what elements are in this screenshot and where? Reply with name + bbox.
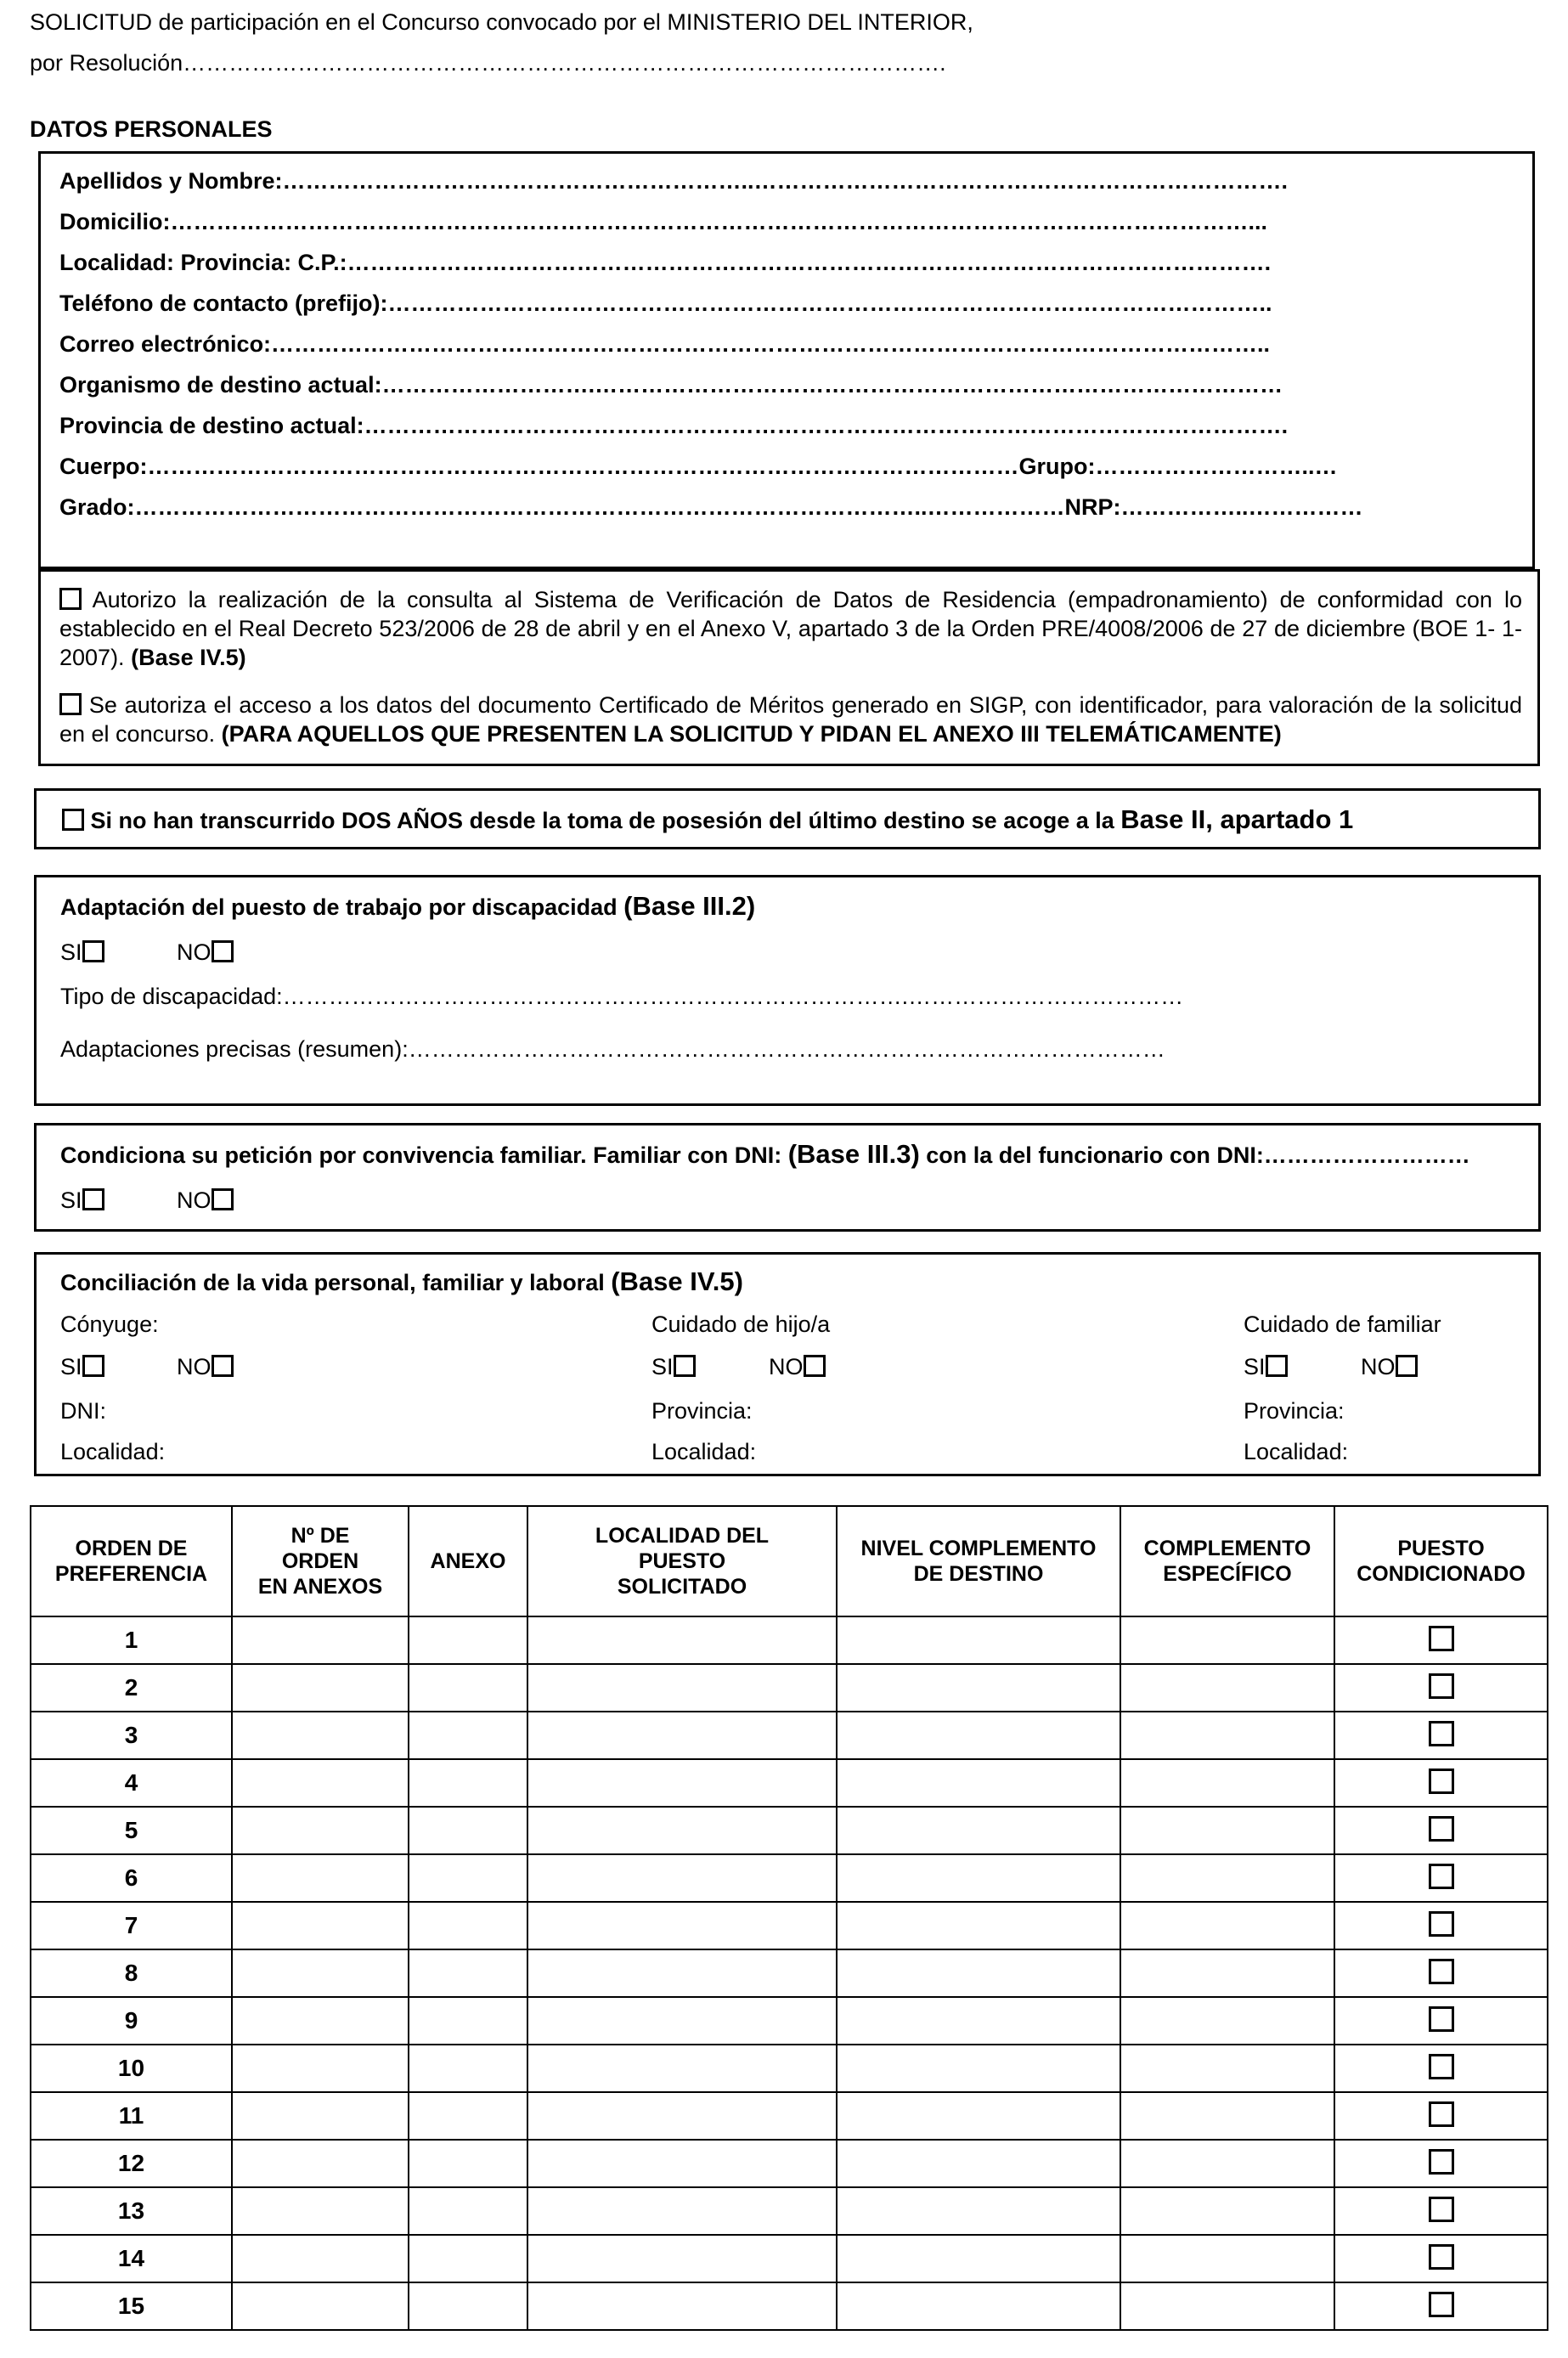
condiciona-box [34, 1123, 1541, 1232]
col-header-line: LOCALIDAD DEL [595, 1524, 770, 1548]
puesto-condicionado-cell[interactable] [1334, 1997, 1548, 2045]
familiar-si [1244, 1353, 1288, 1380]
puesto-condicionado-checkbox[interactable] [1429, 2006, 1454, 2032]
table-cell-nivel-complemento-destino[interactable] [837, 2282, 1120, 2330]
table-row [31, 1902, 1548, 1949]
table-cell-anexo[interactable] [409, 1854, 527, 1902]
table-cell-localidad-puesto[interactable] [527, 1712, 837, 1759]
table-cell-nivel-complemento-destino[interactable] [837, 1759, 1120, 1807]
table-cell-anexo[interactable] [409, 1759, 527, 1807]
datos-personales-box [38, 151, 1535, 569]
col-header-line: PUESTO [638, 1549, 726, 1573]
sigp-paragraph [59, 691, 1522, 748]
table-cell-numero-orden-anexos[interactable] [232, 1807, 409, 1854]
table-cell-complemento-especifico[interactable] [1120, 1997, 1334, 2045]
table-cell-complemento-especifico[interactable] [1120, 2092, 1334, 2140]
row-order-number: 5 [31, 1807, 232, 1854]
table-row [31, 1664, 1548, 1712]
table-cell-localidad-puesto[interactable] [527, 1854, 837, 1902]
table-cell-numero-orden-anexos[interactable] [232, 1712, 409, 1759]
puesto-condicionado-checkbox[interactable] [1429, 2101, 1454, 2127]
row-order-number: 13 [31, 2187, 232, 2235]
table-row [31, 2045, 1548, 2092]
header-line-1: SOLICITUD de participación en el Concurso convocado por el MINISTERIO DEL INTERIOR, [30, 9, 973, 35]
puesto-condicionado-cell[interactable] [1334, 1759, 1548, 1807]
table-cell-complemento-especifico[interactable] [1120, 1664, 1334, 1712]
conciliacion-title [60, 1268, 743, 1296]
tipo-discapacidad-field[interactable]: Tipo de discapacidad:……………………………………………………………………….……………………………… [60, 984, 1184, 1009]
familiar-localidad[interactable]: Localidad: [1244, 1439, 1349, 1464]
conyuge-dni[interactable]: DNI: [60, 1398, 106, 1424]
table-cell-complemento-especifico[interactable] [1120, 2235, 1334, 2282]
field-apellidos[interactable]: Apellidos y Nombre:……………………………………………………..……………………………………………………………. [59, 168, 1289, 194]
puesto-condicionado-checkbox[interactable] [1429, 1911, 1454, 1937]
adaptacion-title-text: Adaptación del puesto de trabajo por discapacidad [60, 894, 618, 920]
table-row [31, 2282, 1548, 2330]
col-header-orden-preferencia [31, 1506, 232, 1616]
field-organismo[interactable]: Organismo de destino actual:……………………….……………………………………………………………………………… [59, 372, 1283, 398]
table-cell-numero-orden-anexos[interactable] [232, 1949, 409, 1997]
hijo-provincia[interactable]: Provincia: [651, 1398, 753, 1424]
familiar-si-checkbox[interactable] [1266, 1355, 1288, 1377]
table-cell-anexo[interactable] [409, 2282, 527, 2330]
puesto-condicionado-checkbox[interactable] [1429, 2149, 1454, 2175]
table-cell-anexo[interactable] [409, 2187, 527, 2235]
sigp-note: (PARA AQUELLOS QUE PRESENTEN LA SOLICITUD Y PIDAN EL ANEXO III TELEMÁTICAMENTE) [221, 721, 1282, 747]
table-cell-numero-orden-anexos[interactable] [232, 2045, 409, 2092]
dos-anos-text: Si no han transcurrido DOS AÑOS desde la toma de posesión del último destino se acoge a la [90, 808, 1114, 833]
row-order-number: 2 [31, 1664, 232, 1712]
hijo-no-checkbox[interactable] [804, 1355, 826, 1377]
table-cell-anexo[interactable] [409, 2092, 527, 2140]
hijo-si [651, 1353, 696, 1380]
table-cell-numero-orden-anexos[interactable] [232, 2187, 409, 2235]
table-cell-nivel-complemento-destino[interactable] [837, 2092, 1120, 2140]
puesto-condicionado-cell[interactable] [1334, 1807, 1548, 1854]
table-cell-anexo[interactable] [409, 1949, 527, 1997]
table-row [31, 1854, 1548, 1902]
adaptacion-si [60, 939, 104, 966]
puesto-condicionado-cell[interactable] [1334, 1712, 1548, 1759]
table-cell-anexo[interactable] [409, 2235, 527, 2282]
table-cell-numero-orden-anexos[interactable] [232, 2282, 409, 2330]
puesto-condicionado-checkbox[interactable] [1429, 2292, 1454, 2317]
conyuge-no-checkbox[interactable] [212, 1355, 234, 1377]
familiar-no-label: NO [1361, 1354, 1396, 1379]
row-order-number: 12 [31, 2140, 232, 2187]
table-row [31, 1997, 1548, 2045]
field-grado-nrp[interactable]: Grado:…………………………………………………………………………………………..………………NRP:……………..…………… [59, 494, 1363, 520]
table-cell-numero-orden-anexos[interactable] [232, 1616, 409, 1664]
puesto-condicionado-cell[interactable] [1334, 1902, 1548, 1949]
col-header-line: SOLICITADO [617, 1575, 747, 1599]
col-header-numero-orden-anexos [232, 1506, 409, 1616]
hijo-head: Cuidado de hijo/a [651, 1312, 831, 1337]
table-cell-nivel-complemento-destino[interactable] [837, 1949, 1120, 1997]
puesto-condicionado-checkbox[interactable] [1429, 1816, 1454, 1842]
table-row [31, 1712, 1548, 1759]
table-cell-anexo[interactable] [409, 2140, 527, 2187]
table-cell-complemento-especifico[interactable] [1120, 1949, 1334, 1997]
col-header-line: ANEXO [430, 1549, 506, 1573]
table-cell-numero-orden-anexos[interactable] [232, 2092, 409, 2140]
table-row [31, 1807, 1548, 1854]
table-row [31, 1759, 1548, 1807]
col-header-line: ESPECÍFICO [1163, 1562, 1292, 1586]
condiciona-si-checkbox[interactable] [82, 1188, 104, 1210]
adaptacion-si-label: SI [60, 939, 82, 965]
table-cell-anexo[interactable] [409, 1664, 527, 1712]
field-correo[interactable]: Correo electrónico:………………………………………………………………………………………………………………….. [59, 331, 1271, 357]
col-header-line: ORDEN [281, 1549, 359, 1573]
puesto-condicionado-checkbox[interactable] [1429, 1626, 1454, 1651]
table-cell-nivel-complemento-destino[interactable] [837, 1807, 1120, 1854]
hijo-no-label: NO [769, 1354, 804, 1379]
table-row [31, 2235, 1548, 2282]
table-header-row [31, 1506, 1548, 1616]
table-cell-localidad-puesto[interactable] [527, 2140, 837, 2187]
table-cell-localidad-puesto[interactable] [527, 1997, 837, 2045]
conyuge-localidad[interactable]: Localidad: [60, 1439, 166, 1464]
adaptacion-si-checkbox[interactable] [82, 940, 104, 962]
conyuge-si [60, 1353, 104, 1380]
autorizo-text: Autorizo la realización de la consulta al Sistema de Verificación de Datos de Residencia (empadronamiento) de conformidad con lo establecido en el Real Decreto 523/2006 de 28 de abril y en el Anexo V, apartado 3 de la Orden PRE/4008/2006 de 27 de diciembre (BOE 1- 1- 2007). [59, 587, 1522, 670]
table-cell-nivel-complemento-destino[interactable] [837, 1664, 1120, 1712]
table-cell-localidad-puesto[interactable] [527, 1664, 837, 1712]
col-header-line: ORDEN DE [75, 1537, 188, 1560]
autorizacion-box [38, 569, 1540, 766]
row-order-number: 6 [31, 1854, 232, 1902]
dos-anos-base: Base II, apartado 1 [1120, 804, 1354, 834]
field-localidad[interactable]: Localidad: Provincia: C.P.:…………………………………………………………………………………………………………. [59, 250, 1272, 275]
table-cell-complemento-especifico[interactable] [1120, 1616, 1334, 1664]
field-provincia-destino[interactable]: Provincia de destino actual:…………………………………………………………………………………………………………. [59, 413, 1289, 438]
puesto-condicionado-cell[interactable] [1334, 2235, 1548, 2282]
table-cell-anexo[interactable] [409, 1807, 527, 1854]
adaptacion-no-label: NO [177, 939, 212, 965]
table-cell-nivel-complemento-destino[interactable] [837, 1854, 1120, 1902]
table-row [31, 1616, 1548, 1664]
familiar-no [1361, 1353, 1418, 1380]
row-order-number: 4 [31, 1759, 232, 1807]
section-title-datos: DATOS PERSONALES [30, 116, 273, 142]
puesto-condicionado-cell[interactable] [1334, 2045, 1548, 2092]
hijo-si-checkbox[interactable] [674, 1355, 696, 1377]
table-cell-complemento-especifico[interactable] [1120, 2140, 1334, 2187]
table-cell-anexo[interactable] [409, 1616, 527, 1664]
col-header-line: PUESTO [1397, 1537, 1485, 1560]
table-cell-numero-orden-anexos[interactable] [232, 2235, 409, 2282]
table-cell-complemento-especifico[interactable] [1120, 1759, 1334, 1807]
table-cell-complemento-especifico[interactable] [1120, 1712, 1334, 1759]
col-header-line: Nº DE [290, 1524, 350, 1548]
puesto-condicionado-cell[interactable] [1334, 2140, 1548, 2187]
table-cell-numero-orden-anexos[interactable] [232, 1902, 409, 1949]
puesto-condicionado-checkbox[interactable] [1429, 1673, 1454, 1699]
table-cell-localidad-puesto[interactable] [527, 2092, 837, 2140]
conciliacion-box [34, 1252, 1541, 1476]
puesto-condicionado-cell[interactable] [1334, 2187, 1548, 2235]
conyuge-no [177, 1353, 234, 1380]
row-order-number: 15 [31, 2282, 232, 2330]
col-header-complemento-especifico [1120, 1506, 1334, 1616]
row-order-number: 9 [31, 1997, 232, 2045]
col-header-localidad-puesto [527, 1506, 837, 1616]
adaptacion-no-checkbox[interactable] [212, 940, 234, 962]
puesto-condicionado-checkbox[interactable] [1429, 1959, 1454, 1984]
row-order-number: 11 [31, 2092, 232, 2140]
table-cell-localidad-puesto[interactable] [527, 2045, 837, 2092]
conyuge-si-label: SI [60, 1354, 82, 1379]
table-cell-nivel-complemento-destino[interactable] [837, 1902, 1120, 1949]
puesto-condicionado-checkbox[interactable] [1429, 1864, 1454, 1889]
table-cell-localidad-puesto[interactable] [527, 1902, 837, 1949]
table-row [31, 2140, 1548, 2187]
sigp-text: Se autoriza el acceso a los datos del documento Certificado de Méritos generado en SIGP, con identificador, para valoración de la solicitud en el concurso. [59, 692, 1522, 747]
col-header-puesto-condicionado [1334, 1506, 1548, 1616]
field-domicilio[interactable]: Domicilio:……………………………………………………………………………………………………………………………... [59, 209, 1268, 234]
table-cell-localidad-puesto[interactable] [527, 1949, 837, 1997]
conciliacion-title-text: Conciliación de la vida personal, familiar y laboral [60, 1270, 605, 1295]
table-cell-localidad-puesto[interactable] [527, 2282, 837, 2330]
hijo-no [769, 1353, 826, 1380]
familiar-head: Cuidado de familiar [1244, 1312, 1441, 1337]
table-row [31, 2187, 1548, 2235]
table-row [31, 1949, 1548, 1997]
puesto-condicionado-cell[interactable] [1334, 2092, 1548, 2140]
table-cell-localidad-puesto[interactable] [527, 2187, 837, 2235]
hijo-localidad[interactable]: Localidad: [651, 1439, 757, 1464]
table-cell-complemento-especifico[interactable] [1120, 2045, 1334, 2092]
adaptacion-title [60, 893, 755, 921]
row-order-number: 8 [31, 1949, 232, 1997]
table-cell-nivel-complemento-destino[interactable] [837, 2140, 1120, 2187]
table-cell-nivel-complemento-destino[interactable] [837, 1997, 1120, 2045]
condiciona-no-label: NO [177, 1187, 212, 1213]
conyuge-no-label: NO [177, 1354, 212, 1379]
adaptaciones-field[interactable]: Adaptaciones precisas (resumen):……………………………………………………………………………………… [60, 1036, 1165, 1062]
table-cell-complemento-especifico[interactable] [1120, 1902, 1334, 1949]
puesto-condicionado-checkbox[interactable] [1429, 1721, 1454, 1746]
puesto-condicionado-checkbox[interactable] [1429, 2054, 1454, 2079]
conciliacion-base: (Base IV.5) [611, 1266, 743, 1296]
col-header-line: NIVEL COMPLEMENTO [860, 1537, 1097, 1560]
conyuge-head: Cónyuge: [60, 1312, 159, 1337]
puesto-condicionado-cell[interactable] [1334, 1949, 1548, 1997]
puesto-condicionado-checkbox[interactable] [1429, 1768, 1454, 1794]
table-cell-anexo[interactable] [409, 1712, 527, 1759]
familiar-no-checkbox[interactable] [1396, 1355, 1418, 1377]
table-cell-nivel-complemento-destino[interactable] [837, 2045, 1120, 2092]
col-header-anexo [409, 1506, 527, 1616]
conyuge-si-checkbox[interactable] [82, 1355, 104, 1377]
hijo-si-label: SI [651, 1354, 674, 1379]
condiciona-si [60, 1187, 104, 1214]
condiciona-no-checkbox[interactable] [212, 1188, 234, 1210]
col-header-line: PREFERENCIA [54, 1562, 208, 1586]
autorizo-base: (Base IV.5) [131, 645, 246, 670]
condiciona-rest: con la del funcionario con DNI:……………………… [926, 1142, 1470, 1168]
adaptacion-box [34, 875, 1541, 1106]
row-order-number: 3 [31, 1712, 232, 1759]
condiciona-base: (Base III.3) [787, 1139, 920, 1169]
condiciona-title[interactable] [60, 1141, 1470, 1169]
table-cell-anexo[interactable] [409, 1997, 527, 2045]
table-cell-nivel-complemento-destino[interactable] [837, 2187, 1120, 2235]
dos-anos-box [34, 788, 1541, 849]
table-cell-anexo[interactable] [409, 2045, 527, 2092]
col-header-line: EN ANEXOS [257, 1575, 383, 1599]
row-order-number: 7 [31, 1902, 232, 1949]
table-cell-numero-orden-anexos[interactable] [232, 1759, 409, 1807]
puesto-condicionado-cell[interactable] [1334, 1616, 1548, 1664]
col-header-line: DE DESTINO [913, 1562, 1044, 1586]
table-cell-nivel-complemento-destino[interactable] [837, 1712, 1120, 1759]
table-cell-nivel-complemento-destino[interactable] [837, 2235, 1120, 2282]
preference-table [30, 1505, 1548, 2331]
adaptacion-no [177, 939, 234, 966]
table-cell-nivel-complemento-destino[interactable] [837, 1616, 1120, 1664]
table-cell-numero-orden-anexos[interactable] [232, 1664, 409, 1712]
familiar-si-label: SI [1244, 1354, 1266, 1379]
row-order-number: 10 [31, 2045, 232, 2092]
condiciona-title-text: Condiciona su petición por convivencia familiar. Familiar con DNI: [60, 1142, 782, 1168]
table-cell-complemento-especifico[interactable] [1120, 1807, 1334, 1854]
adaptacion-base: (Base III.2) [623, 891, 756, 921]
dos-anos-checkbox[interactable] [62, 809, 84, 831]
table-cell-numero-orden-anexos[interactable] [232, 1997, 409, 2045]
table-cell-localidad-puesto[interactable] [527, 1807, 837, 1854]
puesto-condicionado-checkbox[interactable] [1429, 2244, 1454, 2270]
row-order-number: 14 [31, 2235, 232, 2282]
puesto-condicionado-checkbox[interactable] [1429, 2197, 1454, 2222]
field-cuerpo-grupo[interactable]: Cuerpo:……………………………………………………………………………………………………Grupo:………………………..… [59, 454, 1338, 479]
table-body [31, 1616, 1548, 2330]
sigp-checkbox[interactable] [59, 693, 82, 715]
table-cell-complemento-especifico[interactable] [1120, 2282, 1334, 2330]
table-cell-anexo[interactable] [409, 1902, 527, 1949]
header-line-2: por Resolución………………………………………………………………………………………. [30, 50, 946, 76]
table-row [31, 2092, 1548, 2140]
puesto-condicionado-cell[interactable] [1334, 1664, 1548, 1712]
autorizo-paragraph [59, 585, 1522, 672]
puesto-condicionado-cell[interactable] [1334, 2282, 1548, 2330]
col-header-line: COMPLEMENTO [1143, 1537, 1311, 1560]
col-header-nivel-complemento-destino [837, 1506, 1120, 1616]
condiciona-no [177, 1187, 234, 1214]
condiciona-si-label: SI [60, 1187, 82, 1213]
field-telefono[interactable]: Teléfono de contacto (prefijo):…………………………………………………………………………………………………….. [59, 291, 1272, 316]
table-cell-numero-orden-anexos[interactable] [232, 1854, 409, 1902]
familiar-provincia[interactable]: Provincia: [1244, 1398, 1345, 1424]
table-cell-complemento-especifico[interactable] [1120, 1854, 1334, 1902]
table-cell-complemento-especifico[interactable] [1120, 2187, 1334, 2235]
table-cell-localidad-puesto[interactable] [527, 1759, 837, 1807]
row-order-number: 1 [31, 1616, 232, 1664]
table-cell-localidad-puesto[interactable] [527, 2235, 837, 2282]
puesto-condicionado-cell[interactable] [1334, 1854, 1548, 1902]
autorizo-checkbox[interactable] [59, 588, 82, 610]
col-header-line: CONDICIONADO [1356, 1562, 1526, 1586]
table-cell-numero-orden-anexos[interactable] [232, 2140, 409, 2187]
dos-anos-line [62, 806, 1353, 834]
table-cell-localidad-puesto[interactable] [527, 1616, 837, 1664]
